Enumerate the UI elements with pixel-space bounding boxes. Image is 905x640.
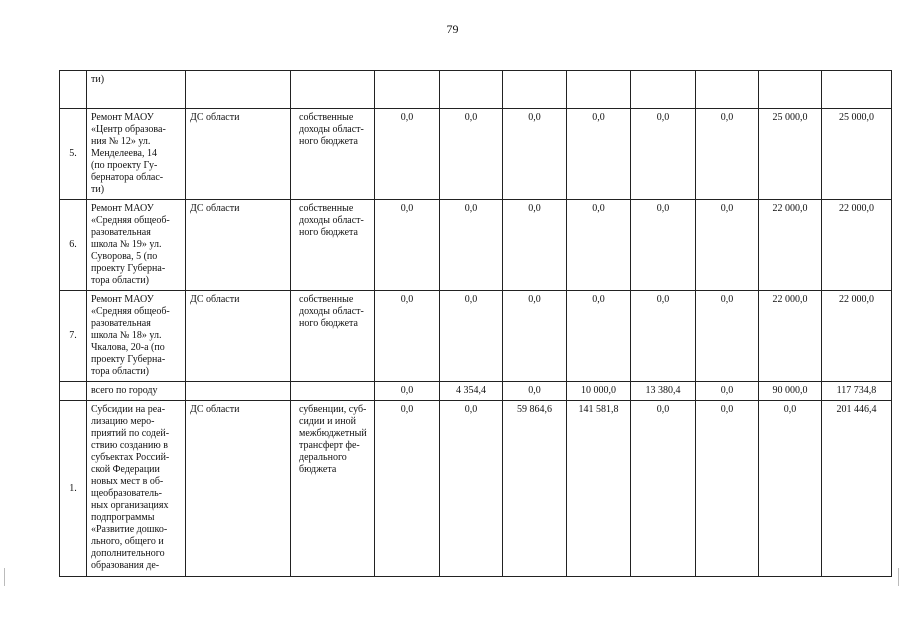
row-value: 0,0 <box>440 200 503 291</box>
row-value: 13 380,4 <box>631 382 696 401</box>
row-value: 22 000,0 <box>822 291 892 382</box>
row-recipient: ДС области <box>186 401 291 577</box>
row-value: 0,0 <box>567 109 631 200</box>
scan-mark-right <box>898 568 899 586</box>
row-value: 90 000,0 <box>759 382 822 401</box>
row-value <box>567 71 631 109</box>
row-value: 0,0 <box>375 200 440 291</box>
table-row <box>60 71 892 109</box>
row-value: 0,0 <box>696 291 759 382</box>
row-value: 0,0 <box>503 291 567 382</box>
row-value: 0,0 <box>567 200 631 291</box>
row-value: 22 000,0 <box>759 200 822 291</box>
row-value: 0,0 <box>631 401 696 577</box>
row-value: 4 354,4 <box>440 382 503 401</box>
row-value <box>696 71 759 109</box>
row-funding-source: собственные доходы област- ного бюджета <box>291 291 375 382</box>
row-funding-source <box>291 382 375 401</box>
row-funding-source: собственные доходы област- ного бюджета <box>291 200 375 291</box>
row-value <box>822 71 892 109</box>
row-name: всего по городу <box>87 382 186 401</box>
row-value <box>375 71 440 109</box>
row-value: 0,0 <box>440 401 503 577</box>
row-value: 22 000,0 <box>759 291 822 382</box>
row-value <box>503 71 567 109</box>
row-number: 5. <box>60 109 87 200</box>
row-name: Ремонт МАОУ «Средняя общеоб- разовательная школа № 19» ул. Суворова, 5 (по проекту Губерна- тора области) <box>87 200 186 291</box>
row-value <box>759 71 822 109</box>
row-value: 0,0 <box>440 109 503 200</box>
budget-table <box>59 70 892 577</box>
row-value: 0,0 <box>375 291 440 382</box>
row-number <box>60 71 87 109</box>
row-value <box>631 71 696 109</box>
row-value: 0,0 <box>696 200 759 291</box>
row-value: 141 581,8 <box>567 401 631 577</box>
row-value: 0,0 <box>631 200 696 291</box>
row-value: 0,0 <box>759 401 822 577</box>
row-value: 0,0 <box>375 382 440 401</box>
row-recipient: ДС области <box>186 109 291 200</box>
row-value: 0,0 <box>503 200 567 291</box>
row-value: 25 000,0 <box>822 109 892 200</box>
row-value: 117 734,8 <box>822 382 892 401</box>
row-value: 0,0 <box>375 401 440 577</box>
table-row <box>60 200 892 291</box>
row-value: 0,0 <box>631 109 696 200</box>
row-value: 0,0 <box>696 109 759 200</box>
row-number: 1. <box>60 401 87 577</box>
row-funding-source <box>291 71 375 109</box>
row-value <box>440 71 503 109</box>
row-value: 25 000,0 <box>759 109 822 200</box>
row-number <box>60 382 87 401</box>
page-number: 79 <box>446 22 459 36</box>
row-value: 0,0 <box>696 382 759 401</box>
row-recipient <box>186 71 291 109</box>
row-value: 0,0 <box>503 382 567 401</box>
row-value: 201 446,4 <box>822 401 892 577</box>
row-name: ти) <box>87 71 186 109</box>
table-row <box>60 291 892 382</box>
table-row <box>60 109 892 200</box>
table-row <box>60 382 892 401</box>
row-value: 0,0 <box>440 291 503 382</box>
row-number: 7. <box>60 291 87 382</box>
row-value: 10 000,0 <box>567 382 631 401</box>
row-value: 0,0 <box>567 291 631 382</box>
row-recipient <box>186 382 291 401</box>
row-funding-source: собственные доходы област- ного бюджета <box>291 109 375 200</box>
row-value: 0,0 <box>631 291 696 382</box>
row-value: 59 864,6 <box>503 401 567 577</box>
row-value: 22 000,0 <box>822 200 892 291</box>
row-name: Ремонт МАОУ «Центр образова- ния № 12» ул. Менделеева, 14 (по проекту Гу- бернатора облас- ти) <box>87 109 186 200</box>
row-number: 6. <box>60 200 87 291</box>
scan-mark-left <box>4 568 5 586</box>
row-recipient: ДС области <box>186 291 291 382</box>
row-funding-source: субвенции, суб- сидии и иной межбюджетный трансферт фе- дерального бюджета <box>291 401 375 577</box>
table-row <box>60 401 892 577</box>
row-name: Ремонт МАОУ «Средняя общеоб- разовательная школа № 18» ул. Чкалова, 20-а (по проекту Губерна- тора области) <box>87 291 186 382</box>
row-value: 0,0 <box>696 401 759 577</box>
row-value: 0,0 <box>503 109 567 200</box>
row-name: Субсидии на реа- лизацию меро- приятий по содей- ствию созданию в субъектах Россий- ской Федерации новых мест в об- щеобразователь- ных организациях подпрограммы «Развитие дошко- льного, общего и дополнительного образования де- <box>87 401 186 577</box>
row-value: 0,0 <box>375 109 440 200</box>
row-recipient: ДС области <box>186 200 291 291</box>
table-body <box>60 71 892 577</box>
